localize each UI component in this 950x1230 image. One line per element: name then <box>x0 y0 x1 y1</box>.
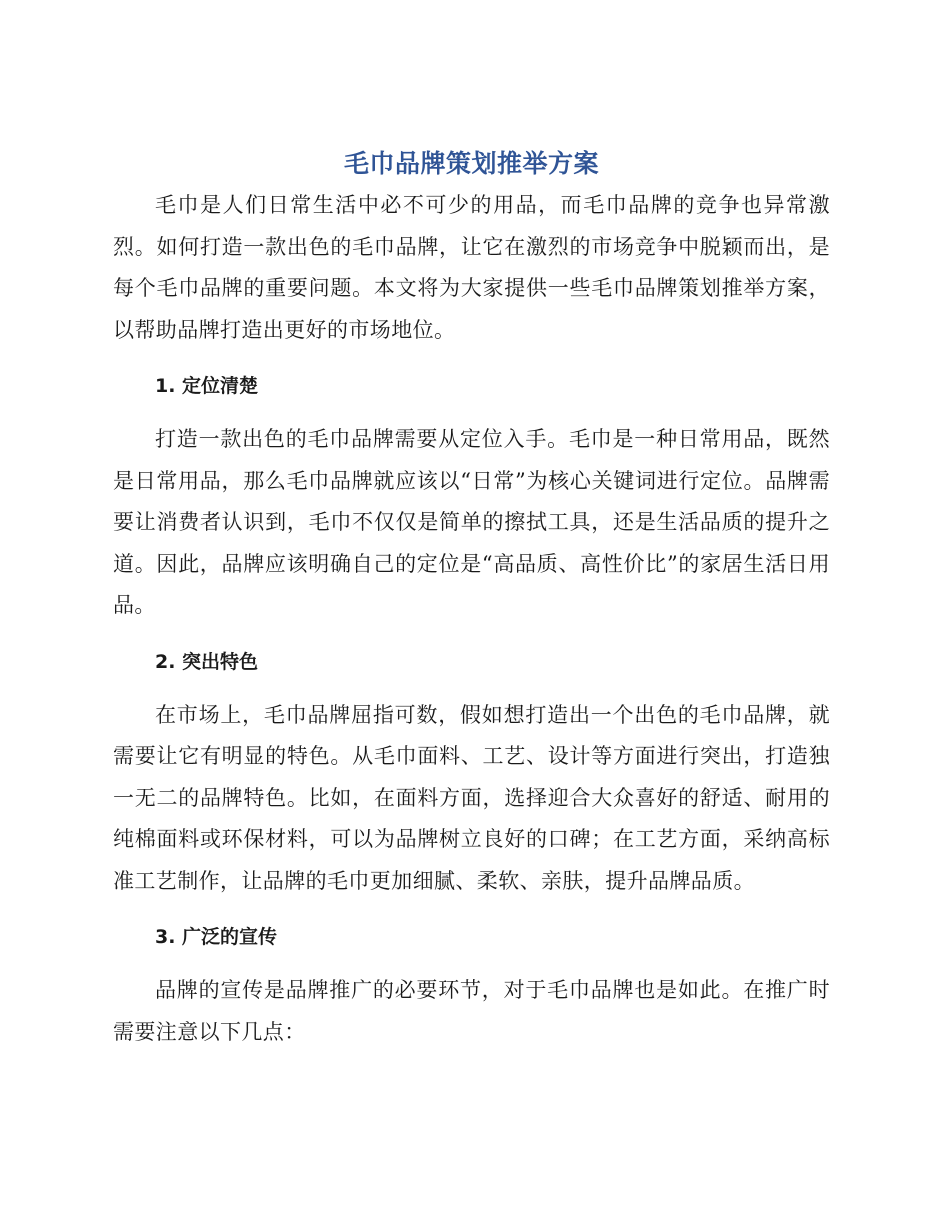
section-heading-features: 2. 突出特色 <box>155 650 259 673</box>
intro-paragraph: 毛巾是人们日常生活中必不可少的用品，而毛巾品牌的竞争也异常激烈。如何打造一款出色的毛巾品牌，让它在激烈的市场竞争中脱颖而出，是每个毛巾品牌的重要问题。本文将为大家提供一些毛巾品牌策划推举方案，以帮助品牌打造出更好的市场地位。 <box>113 193 830 342</box>
document-title: 毛巾品牌策划推举方案 <box>343 149 599 178</box>
section-body-features: 在市场上，毛巾品牌屈指可数，假如想打造出一个出色的毛巾品牌，就需要让它有明显的特色。从毛巾面料、工艺、设计等方面进行突出，打造独一无二的品牌特色。比如，在面料方面，选择迎合大众喜好的舒适、耐用的纯棉面料或环保材料，可以为品牌树立良好的口碑；在工艺方面，采纳高标准工艺制作，让品牌的毛巾更加细腻、柔软、亲肤，提升品牌品质。 <box>113 702 830 893</box>
document-body <box>113 143 830 1053</box>
section-heading-promotion: 3. 广泛的宣传 <box>155 926 278 948</box>
section-heading-positioning: 1. 定位清楚 <box>155 375 259 397</box>
section-body-positioning: 打造一款出色的毛巾品牌需要从定位入手。毛巾是一种日常用品，既然是日常用品，那么毛巾品牌就应该以“日常”为核心关键词进行定位。品牌需要让消费者认识到，毛巾不仅仅是简单的擦拭工具，还是生活品质的提升之道。因此，品牌应该明确自己的定位是“高品质、高性价比”的家居生活日用品。 <box>113 427 830 617</box>
section-body-promotion: 品牌的宣传是品牌推广的必要环节，对于毛巾品牌也是如此。在推广时需要注意以下几点： <box>113 978 830 1044</box>
